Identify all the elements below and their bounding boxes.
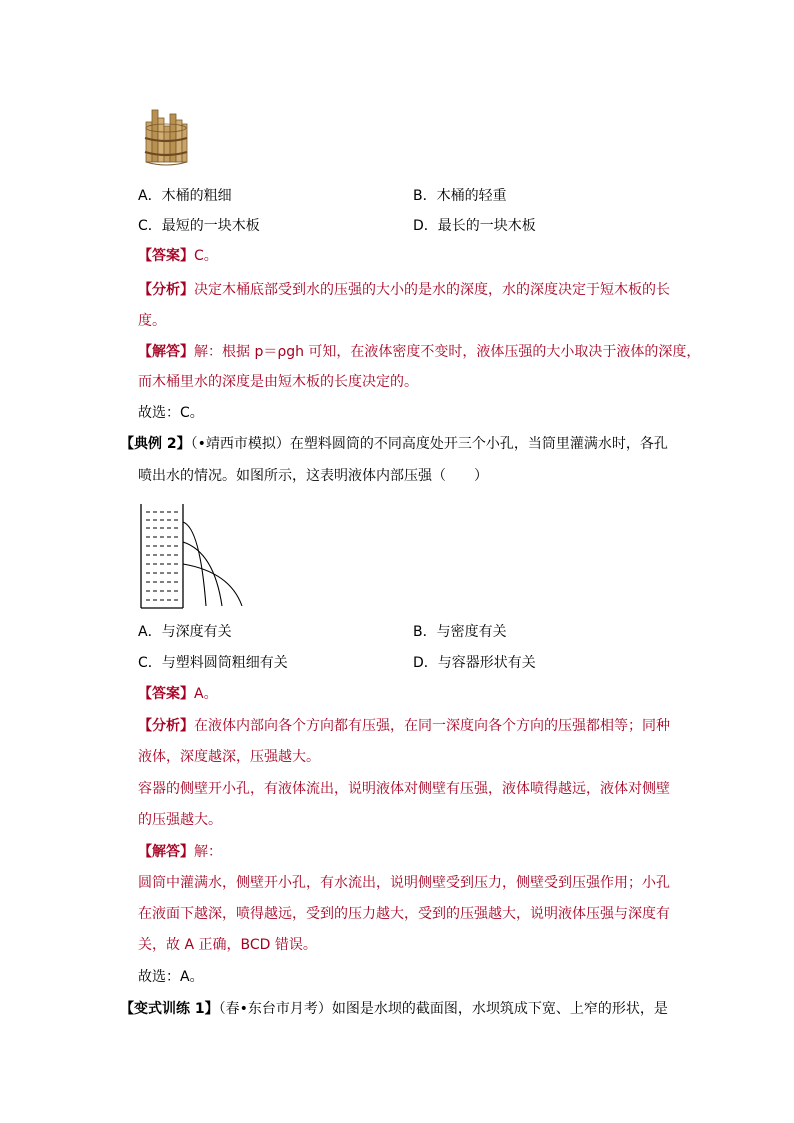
analysis-line — [138, 280, 670, 300]
analysis-text-cont: 度。 — [138, 313, 166, 329]
variant-1-stem-text: （春•东台市月考）如图是水坝的截面图，水坝筑成下宽、上窄的形状，是 — [218, 1001, 668, 1017]
answer-line — [138, 684, 218, 704]
analysis-text-cont: 容器的侧壁开小孔，有液体流出，说明液体对侧壁有压强，液体喷得越远，液体对侧壁 — [138, 781, 670, 797]
water-tube-diagram — [138, 500, 248, 616]
solution-text-cont: 圆筒中灌满水，侧壁开小孔，有水流出，说明侧壁受到压力，侧壁受到压强作用；小孔 — [138, 875, 670, 891]
option-d: D．与容器形状有关 — [413, 655, 536, 671]
analysis-text: 决定木桶底部受到水的压强的大小的是水的深度，水的深度决定于短木板的长 — [194, 282, 670, 298]
option-a: A．与深度有关 — [138, 624, 232, 640]
option-d: D．最长的一块木板 — [413, 218, 536, 234]
solution-tag: 【解答】 — [138, 844, 194, 860]
example-2-stem — [120, 434, 668, 454]
answer-tag: 【答案】 — [138, 248, 194, 264]
solution-text: 解：根据 p＝ρgh 可知，在液体密度不变时，液体压强的大小取决于液体的深度， — [194, 344, 701, 360]
solution-text-cont: 而木桶里水的深度是由短木板的长度决定的。 — [138, 374, 418, 390]
example-2-stem-text: （•靖西市模拟）在塑料圆筒的不同高度处开三个小孔，当筒里灌满水时，各孔 — [190, 436, 668, 452]
option-b: B．与密度有关 — [413, 624, 507, 640]
answer-line — [138, 246, 218, 266]
solution-tag: 【解答】 — [138, 344, 194, 360]
wooden-bucket-image — [142, 108, 190, 172]
example-2-tag: 【典例 2】 — [120, 436, 191, 452]
analysis-text: 在液体内部向各个方向都有压强，在同一深度向各个方向的压强都相等；同种 — [194, 718, 670, 734]
solution-text-cont: 在液面下越深，喷得越远，受到的压力越大，受到的压强越大，说明液体压强与深度有 — [138, 906, 670, 922]
choice-line: 故选：C。 — [138, 405, 204, 421]
option-c: C．与塑料圆筒粗细有关 — [138, 655, 288, 671]
answer-value: C。 — [194, 248, 218, 264]
option-a: A．木桶的粗细 — [138, 188, 232, 204]
solution-text-cont: 关，故 A 正确，BCD 错误。 — [138, 937, 317, 953]
analysis-text-cont: 液体，深度越深，压强越大。 — [138, 749, 320, 765]
option-c: C．最短的一块木板 — [138, 218, 260, 234]
analysis-line — [138, 716, 670, 736]
analysis-text-cont: 的压强越大。 — [138, 812, 222, 828]
option-b: B．木桶的轻重 — [413, 188, 507, 204]
choice-line: 故选：A。 — [138, 969, 204, 985]
variant-1-tag: 【变式训练 1】 — [120, 1001, 219, 1017]
solution-text: 解： — [194, 844, 222, 860]
solution-line — [138, 842, 222, 862]
variant-1-stem — [120, 999, 668, 1019]
answer-value: A。 — [194, 686, 218, 702]
answer-tag: 【答案】 — [138, 686, 194, 702]
example-2-stem-cont: 喷出水的情况。如图所示，这表明液体内部压强（ ） — [138, 468, 488, 484]
solution-line — [138, 342, 700, 362]
analysis-tag: 【分析】 — [138, 718, 194, 734]
analysis-tag: 【分析】 — [138, 282, 194, 298]
